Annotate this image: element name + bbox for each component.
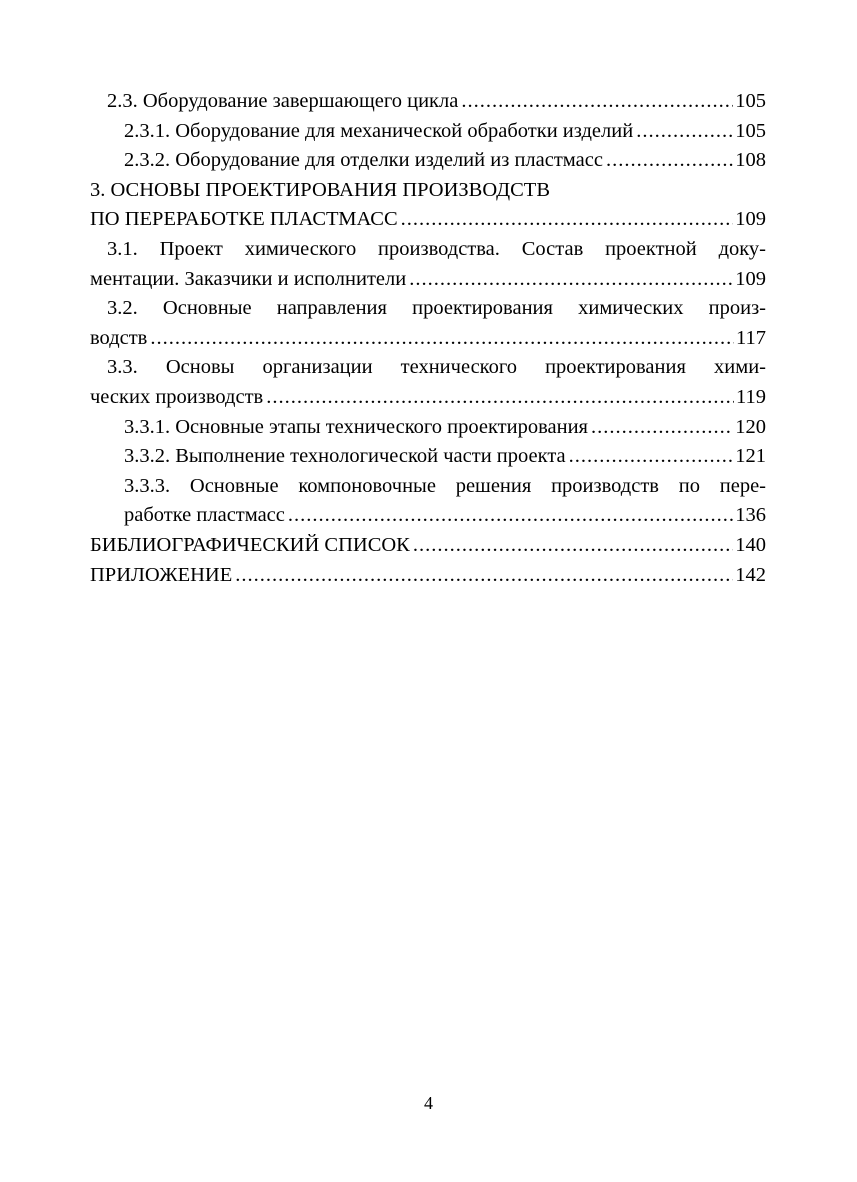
toc-entry-page: 142 bbox=[735, 563, 766, 586]
toc-entry-title-line1: 3. ОСНОВЫ ПРОЕКТИРОВАНИЯ ПРОИЗВОДСТВ bbox=[90, 178, 550, 201]
toc-entry-title-line1: 3.2. Основные направления проектирования химических произ- bbox=[107, 297, 766, 320]
toc-entry-page: 108 bbox=[735, 149, 766, 172]
toc-leader-dots bbox=[569, 442, 734, 472]
toc-entry-3-3[interactable] bbox=[90, 353, 766, 412]
toc-entry-title-line1: 3.1. Проект химического производства. Состав проектной доку- bbox=[107, 237, 766, 260]
toc-leader-dots bbox=[591, 413, 733, 443]
toc-entry-page: 121 bbox=[735, 445, 766, 468]
toc-entry-3-1[interactable] bbox=[90, 235, 766, 294]
toc-entry-page: 117 bbox=[736, 326, 766, 349]
toc-entry-title: БИБЛИОГРАФИЧЕСКИЙ СПИСОК bbox=[90, 533, 410, 556]
toc-entry-title-line1: 3.3. Основы организации технического проектирования хими- bbox=[107, 356, 766, 379]
table-of-contents bbox=[90, 87, 766, 590]
toc-entry-page: 105 bbox=[735, 90, 766, 112]
toc-entry-title: 2.3.1. Оборудование для механической обработки изделий bbox=[124, 119, 634, 142]
toc-entry-title: 3.3.2. Выполнение технологической части проекта bbox=[124, 445, 566, 468]
toc-entry-page: 105 bbox=[735, 119, 766, 142]
toc-leader-dots bbox=[401, 205, 734, 235]
page-number: 4 bbox=[424, 1093, 433, 1113]
toc-entry-page: 109 bbox=[735, 208, 766, 231]
toc-leader-dots bbox=[409, 265, 733, 295]
toc-entry-2-3-1[interactable] bbox=[90, 117, 766, 147]
toc-entry-title: 2.3. Оборудование завершающего цикла bbox=[107, 90, 459, 112]
toc-entry-3[interactable] bbox=[90, 176, 766, 235]
toc-entry-title-line2: водств bbox=[90, 326, 148, 349]
toc-leader-dots bbox=[235, 561, 733, 591]
toc-entry-page: 120 bbox=[735, 415, 766, 438]
toc-leader-dots bbox=[413, 531, 733, 561]
toc-entry-3-3-3[interactable] bbox=[90, 472, 766, 531]
toc-entry-page: 140 bbox=[735, 533, 766, 556]
toc-entry-appendix[interactable] bbox=[90, 561, 766, 591]
toc-entry-3-3-1[interactable] bbox=[90, 413, 766, 443]
toc-leader-dots bbox=[606, 146, 733, 176]
toc-entry-title-line1: 3.3.3. Основные компоновочные решения производств по пере- bbox=[124, 474, 766, 497]
toc-entry-3-3-2[interactable] bbox=[90, 442, 766, 472]
toc-leader-dots bbox=[461, 87, 733, 117]
toc-entry-title: 3.3.1. Основные этапы технического проектирования bbox=[124, 415, 588, 438]
toc-entry-page: 136 bbox=[735, 504, 766, 527]
toc-leader-dots bbox=[636, 117, 733, 147]
toc-entry-2-3[interactable] bbox=[90, 87, 766, 117]
toc-entry-page: 109 bbox=[735, 267, 766, 290]
toc-entry-title-line2: ческих производств bbox=[90, 385, 264, 408]
toc-entry-title-line2: работке пластмасс bbox=[124, 504, 285, 527]
toc-entry-3-2[interactable] bbox=[90, 294, 766, 353]
toc-entry-title-line2: ПО ПЕРЕРАБОТКЕ ПЛАСТМАСС bbox=[90, 208, 398, 231]
toc-entry-bibliography[interactable] bbox=[90, 531, 766, 561]
toc-entry-2-3-2[interactable] bbox=[90, 146, 766, 176]
toc-entry-page: 119 bbox=[736, 385, 766, 408]
toc-leader-dots bbox=[288, 501, 733, 531]
toc-entry-title: ПРИЛОЖЕНИЕ bbox=[90, 563, 233, 586]
toc-entry-title: 2.3.2. Оборудование для отделки изделий из пластмасс bbox=[124, 149, 603, 172]
toc-leader-dots bbox=[150, 324, 734, 354]
toc-entry-title-line2: ментации. Заказчики и исполнители bbox=[90, 267, 407, 290]
toc-leader-dots bbox=[266, 383, 734, 413]
